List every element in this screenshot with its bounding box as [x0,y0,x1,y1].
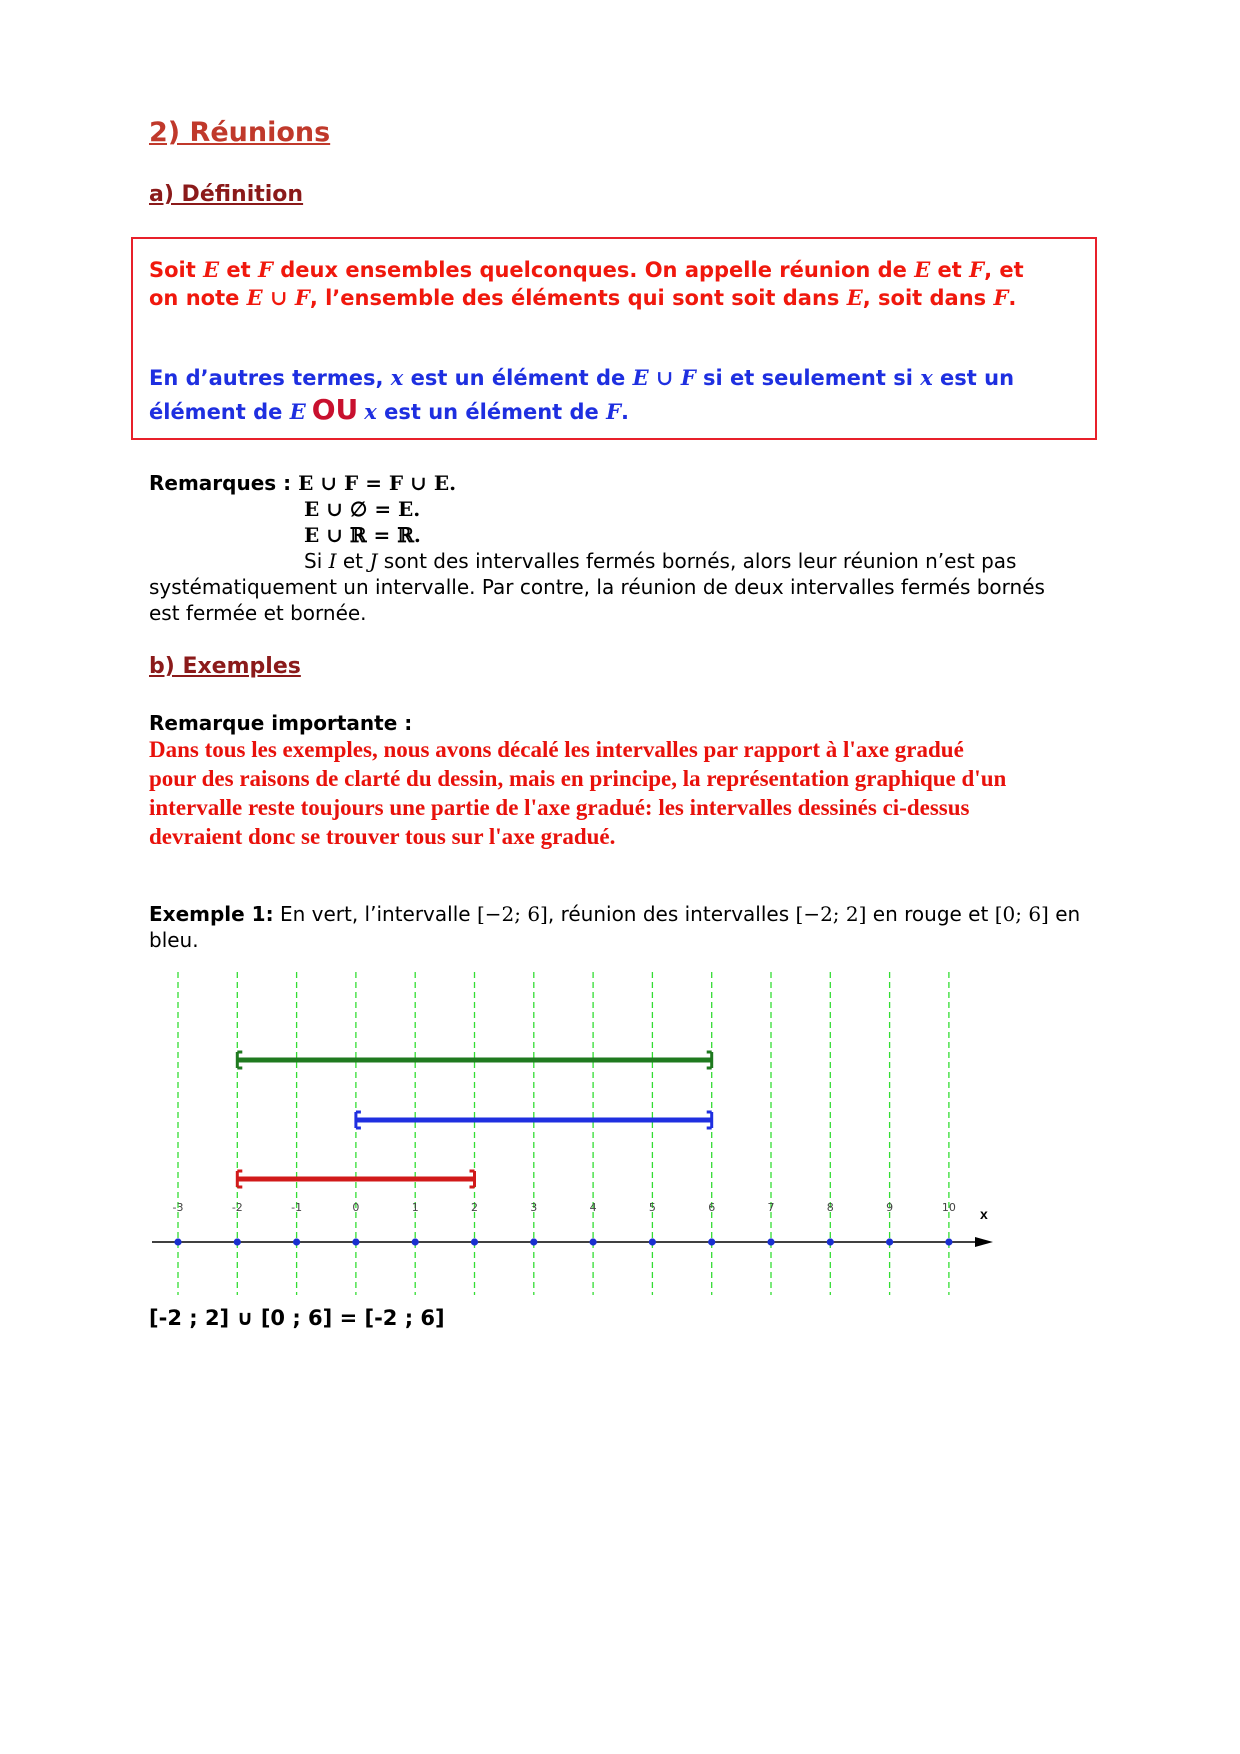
definition-line-4: élément de E OU x est un élément de F. [149,393,630,426]
tick-label: -1 [291,1201,303,1214]
tick-label: 9 [886,1201,894,1214]
tick-label: 2 [471,1201,478,1214]
axis-point [708,1238,715,1245]
definition-heading: a) Définition [149,182,304,207]
axis-point [649,1238,656,1245]
axis-point [352,1238,359,1245]
page-title: 2) Réunions [149,117,331,148]
tick-label: 5 [648,1201,656,1214]
axis-point [412,1238,419,1245]
example-1-line-2: bleu. [149,928,199,952]
remarks-line-3: E ∪ ℝ = ℝ. [304,523,421,547]
definition-line-3: En d’autres termes, x est un élément de E ∪ F si et seulement si x est un [149,365,1015,390]
axis-point [945,1238,952,1245]
tick-label: 4 [589,1201,597,1214]
definition-line-1: Soit E et F deux ensembles quelconques. On appelle réunion de E et F, et [149,257,1024,282]
remarks-line-5: systématiquement un intervalle. Par contre, la réunion de deux intervalles fermés bornés [149,575,1045,599]
tick-label: 1 [411,1201,419,1214]
tick-label: -2 [231,1201,243,1214]
axis-point [234,1238,241,1245]
tick-label: -3 [172,1201,184,1214]
remarks-line-6: est fermée et bornée. [149,601,367,625]
axis-point [530,1238,537,1245]
axis-point [471,1238,478,1245]
axis-label: x [980,1206,988,1222]
tick-label: 0 [352,1201,360,1214]
axis-point [590,1238,597,1245]
tick-label: 3 [530,1201,538,1214]
axis-point [293,1238,300,1245]
axis-point [174,1238,181,1245]
axis-point [886,1238,893,1245]
axis-point [827,1238,834,1245]
axis-point [767,1238,774,1245]
tick-label: 6 [708,1201,716,1214]
remarks-line-2: E ∪ ∅ = E. [304,497,421,521]
axis-arrow [975,1237,993,1247]
important-remark-label: Remarque importante : [149,711,413,735]
definition-line-2: on note E ∪ F, l’ensemble des éléments qui sont soit dans E, soit dans F. [149,285,1017,310]
important-remark-text: Dans tous les exemples, nous avons décalé les intervalles par rapport à l'axe gradué pour des raisons de clarté du dessin, mais en principe, la représentation graphique d'un intervalle reste toujours une partie de l'axe gradué: les intervalles dessinés ci-dessus devraient donc se trouver tous sur l'axe gradué. [149,737,1007,849]
example-1-line-1: Exemple 1: En vert, l’intervalle [−2; 6], réunion des intervalles [−2; 2] en rouge et [0; 6] en [149,902,1081,926]
remarks-line-1: Remarques : E ∪ F = F ∪ E. [149,471,457,495]
tick-label: 7 [767,1201,775,1214]
number-line-chart [0,960,1240,1300]
remarks-line-4: Si I et J sont des intervalles fermés bornés, alors leur réunion n’est pas [304,549,1017,573]
tick-label: 10 [941,1201,956,1214]
examples-heading: b) Exemples [149,654,301,679]
result-equation: [-2 ; 2] ∪ [0 ; 6] = [-2 ; 6] [149,1306,445,1330]
tick-label: 8 [826,1201,834,1214]
ou-emphasis: OU [311,393,359,426]
